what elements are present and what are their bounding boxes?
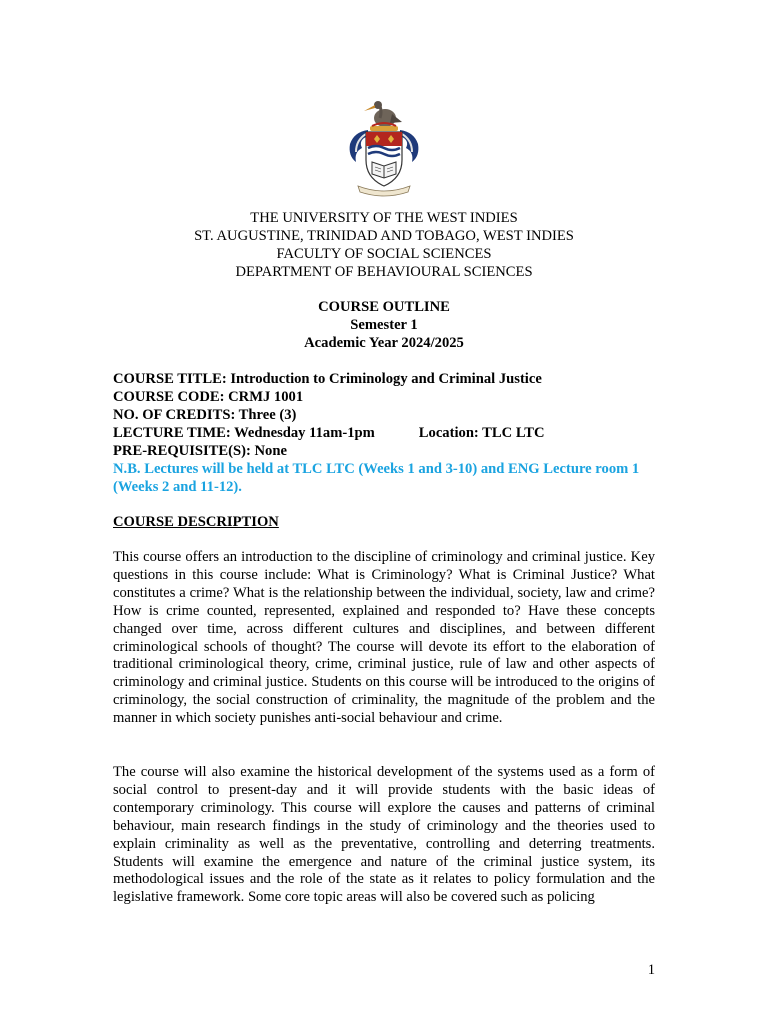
course-title: COURSE TITLE: Introduction to Criminology and Criminal Justice bbox=[113, 371, 542, 387]
university-crest-icon bbox=[344, 96, 424, 200]
description-paragraph-2: The course will also examine the historical development of the systems used as a form of social control to present-day and it will provide students with the basic ideas of contemporary criminology. This course will explore the causes and patterns of criminal behaviour, main research findings in the study of criminology and the theories used to explain criminality as well as the preventative, controlling and deterring treatments. Students will examine the emergence and nature of the criminal justice system, its methodological issues and the role of the state as it relates to policy formulation and the legislative framework. Some core topic areas will also be covered such as policing bbox=[113, 764, 655, 906]
course-outline-header bbox=[113, 298, 655, 352]
course-code: COURSE CODE: CRMJ 1001 bbox=[113, 389, 304, 405]
lecture-room-note: N.B. Lectures will be held at TLC LTC (Weeks 1 and 3-10) and ENG Lecture room 1 (Weeks 2 and 11-12). bbox=[113, 461, 640, 495]
course-credits: NO. OF CREDITS: Three (3) bbox=[113, 407, 297, 423]
academic-year: Academic Year 2024/2025 bbox=[304, 335, 464, 351]
course-details bbox=[113, 370, 655, 496]
page-number: 1 bbox=[647, 962, 655, 978]
prerequisites: PRE-REQUISITE(S): None bbox=[113, 443, 287, 459]
campus-location: ST. AUGUSTINE, TRINIDAD AND TOBAGO, WEST INDIES bbox=[194, 228, 574, 244]
faculty-name: FACULTY OF SOCIAL SCIENCES bbox=[276, 246, 492, 262]
department-name: DEPARTMENT OF BEHAVIOURAL SCIENCES bbox=[235, 264, 533, 280]
lecture-time: LECTURE TIME: Wednesday 11am-1pm bbox=[113, 425, 375, 441]
university-header bbox=[113, 209, 655, 281]
description-paragraph-1: This course offers an introduction to the discipline of criminology and criminal justice. Key questions in this course include: What is Criminology? What is Criminal Justice? What constitutes a crime? What is the relationship between the individual, society, law and crime? How is crime counted, represented, explained and responded to? Have these concepts changed over time, across different cultures and disciplines, and between different criminological schools of thought? The course will devote its effort to the elaboration of traditional criminological theory, crime, criminal justice, rule of law and other aspects of criminology and criminal justice. Students on this course will be introduced to the origins of criminology, the social construction of criminality, the magnitude of the problem and the manner in which society punishes anti-social behaviour and crime. bbox=[113, 549, 655, 727]
university-name: THE UNIVERSITY OF THE WEST INDIES bbox=[250, 210, 518, 226]
course-description-heading: COURSE DESCRIPTION bbox=[113, 514, 279, 530]
semester: Semester 1 bbox=[350, 317, 418, 333]
outline-title: COURSE OUTLINE bbox=[318, 299, 450, 315]
lecture-location: Location: TLC LTC bbox=[418, 425, 545, 441]
lecture-time-row bbox=[113, 424, 655, 442]
